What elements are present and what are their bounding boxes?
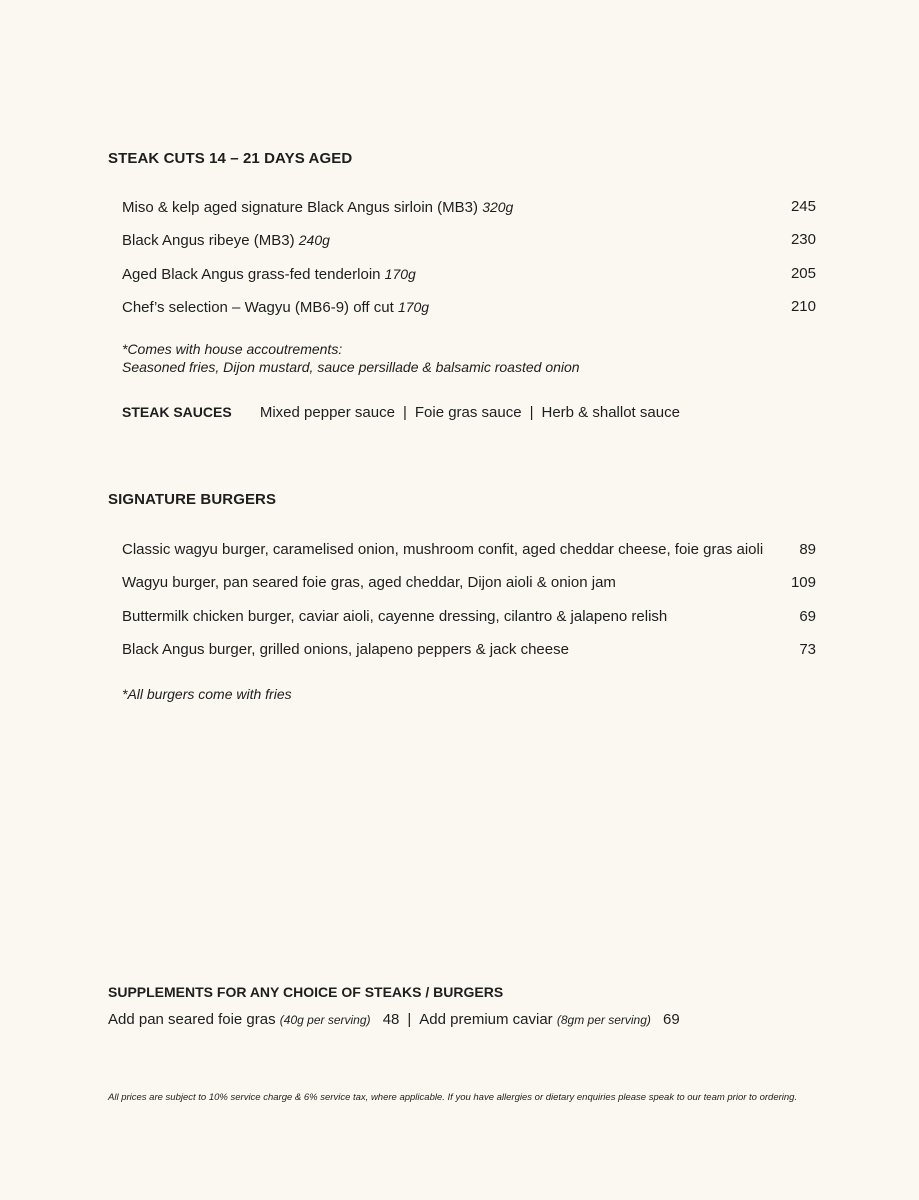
- supplement-detail: (8gm per serving): [556, 1013, 651, 1027]
- steak-item-desc: [122, 197, 513, 218]
- sauce-item: Foie gras sauce: [414, 404, 522, 421]
- supplement-detail: (40g per serving): [279, 1013, 371, 1027]
- burger-item: [122, 640, 816, 660]
- steak-section-title: STEAK CUTS 14 – 21 DAYS AGED: [108, 150, 353, 167]
- burger-item-name: Wagyu burger, pan seared foie gras, aged cheddar, Dijon aioli & onion jam: [122, 574, 616, 591]
- steak-item-weight: 170g: [384, 266, 416, 282]
- steak-item-name: Chef’s selection – Wagyu (MB6-9) off cut: [122, 299, 394, 316]
- burger-item: [122, 540, 816, 560]
- burger-item-name: Buttermilk chicken burger, caviar aioli, cayenne dressing, cilantro & jalapeno relish: [122, 608, 668, 625]
- supplement-price: 48: [382, 1011, 400, 1028]
- steak-sauces-label: STEAK SAUCES: [122, 404, 232, 420]
- burgers-note: *All burgers come with fries: [122, 686, 292, 702]
- steak-item: [122, 230, 816, 251]
- supplement-price: 69: [663, 1011, 680, 1028]
- supplements-line: [108, 1011, 680, 1028]
- burgers-section-title: SIGNATURE BURGERS: [108, 491, 277, 508]
- steak-item-price: 230: [790, 231, 816, 248]
- supplement-name: Add premium caviar: [419, 1011, 553, 1028]
- steak-item-price: 245: [790, 198, 816, 215]
- burger-item: [122, 607, 816, 627]
- separator: |: [402, 404, 407, 421]
- steak-item-desc: [122, 264, 416, 285]
- supplement-name: Add pan seared foie gras: [108, 1011, 276, 1028]
- steak-item-price: 205: [790, 265, 816, 282]
- burger-item-price: 89: [799, 541, 816, 558]
- note-line: Seasoned fries, Dijon mustard, sauce persillade & balsamic roasted onion: [122, 359, 580, 375]
- steak-item-weight: 240g: [298, 232, 330, 248]
- separator: |: [529, 404, 534, 421]
- steak-item-name: Miso & kelp aged signature Black Angus sirloin (MB3): [122, 199, 479, 216]
- steak-item: [122, 297, 816, 318]
- supplements-title: SUPPLEMENTS FOR ANY CHOICE OF STEAKS / BURGERS: [108, 984, 504, 1000]
- steak-item-price: 210: [790, 298, 816, 315]
- burger-item-price: 69: [799, 608, 816, 625]
- steak-item-weight: 170g: [397, 299, 430, 315]
- burger-item-name: Classic wagyu burger, caramelised onion, mushroom confit, aged cheddar cheese, foie gras aioli: [122, 541, 764, 558]
- steak-item-weight: 320g: [482, 199, 514, 215]
- sauce-item: Herb & shallot sauce: [541, 404, 680, 421]
- note-line: *Comes with house accoutrements:: [122, 341, 343, 357]
- steak-item: [122, 197, 816, 218]
- burger-item-name: Black Angus burger, grilled onions, jalapeno peppers & jack cheese: [122, 641, 569, 658]
- steak-item-desc: [122, 230, 330, 251]
- steak-item-name: Black Angus ribeye (MB3): [122, 232, 295, 249]
- sauce-item: Mixed pepper sauce: [259, 404, 395, 421]
- burger-item-price: 73: [799, 641, 816, 658]
- burger-item: [122, 573, 816, 593]
- steak-sauces-row: [122, 402, 680, 423]
- steak-item-desc: [122, 297, 429, 318]
- footer-disclaimer: All prices are subject to 10% service charge & 6% service tax, where applicable. If you have allergies or dietary enquiries please speak to our team prior to ordering.: [108, 1092, 798, 1103]
- steak-item-name: Aged Black Angus grass-fed tenderloin: [122, 266, 381, 283]
- steak-item: [122, 264, 816, 285]
- separator: |: [407, 1011, 412, 1028]
- steak-accoutrements-note: [122, 340, 580, 376]
- burger-item-price: 109: [790, 574, 816, 591]
